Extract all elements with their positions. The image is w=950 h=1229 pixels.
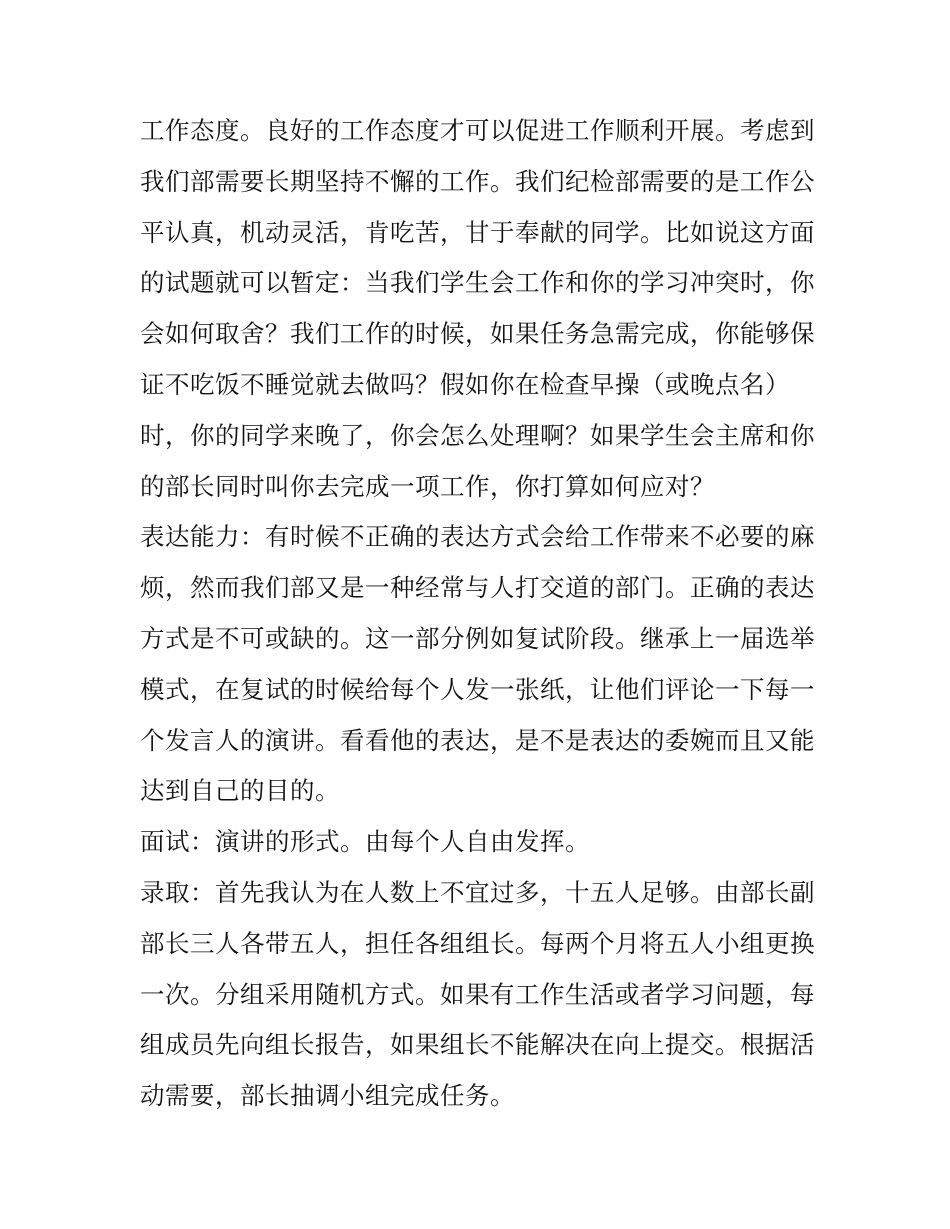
text-line: 方式是不可或缺的。这一部分例如复试阶段。继承上一届选举 — [140, 623, 815, 653]
text-line: 组成员先向组长报告，如果组长不能解决在向上提交。根据活 — [140, 1030, 815, 1060]
text-line: 烦，然而我们部又是一种经常与人打交道的部门。正确的表达 — [140, 573, 815, 603]
text-line: 表达能力：有时候不正确的表达方式会给工作带来不必要的麻 — [140, 522, 815, 552]
text-line: 录取：首先我认为在人数上不宜过多，十五人足够。由部长副 — [140, 877, 815, 907]
text-line: 部长三人各带五人，担任各组组长。每两个月将五人小组更换 — [140, 928, 815, 958]
text-line: 的部长同时叫你去完成一项工作，你打算如何应对？ — [140, 471, 715, 501]
text-line: 达到自己的目的。 — [140, 776, 340, 806]
text-line: 证不吃饭不睡觉就去做吗？假如你在检查早操（或晚点名） — [140, 369, 790, 399]
text-line: 会如何取舍？我们工作的时候，如果任务急需完成，你能够保 — [140, 319, 815, 349]
text-line: 动需要，部长抽调小组完成任务。 — [140, 1081, 515, 1111]
text-line: 一次。分组采用随机方式。如果有工作生活或者学习问题，每 — [140, 979, 815, 1009]
text-line: 我们部需要长期坚持不懈的工作。我们纪检部需要的是工作公 — [140, 166, 815, 196]
text-line: 个发言人的演讲。看看他的表达，是不是表达的委婉而且又能 — [140, 725, 815, 755]
text-line: 工作态度。良好的工作态度才可以促进工作顺利开展。考虑到 — [140, 116, 815, 145]
text-line: 的试题就可以暂定：当我们学生会工作和你的学习冲突时，你 — [140, 268, 815, 298]
body-text — [140, 106, 820, 1122]
text-line: 模式，在复试的时候给每个人发一张纸，让他们评论一下每一 — [140, 674, 815, 704]
text-line: 平认真，机动灵活，肯吃苦，甘于奉献的同学。比如说这方面 — [140, 217, 815, 247]
text-line: 面试：演讲的形式。由每个人自由发挥。 — [140, 827, 590, 857]
text-line: 时，你的同学来晚了，你会怎么处理啊？如果学生会主席和你 — [140, 420, 815, 450]
